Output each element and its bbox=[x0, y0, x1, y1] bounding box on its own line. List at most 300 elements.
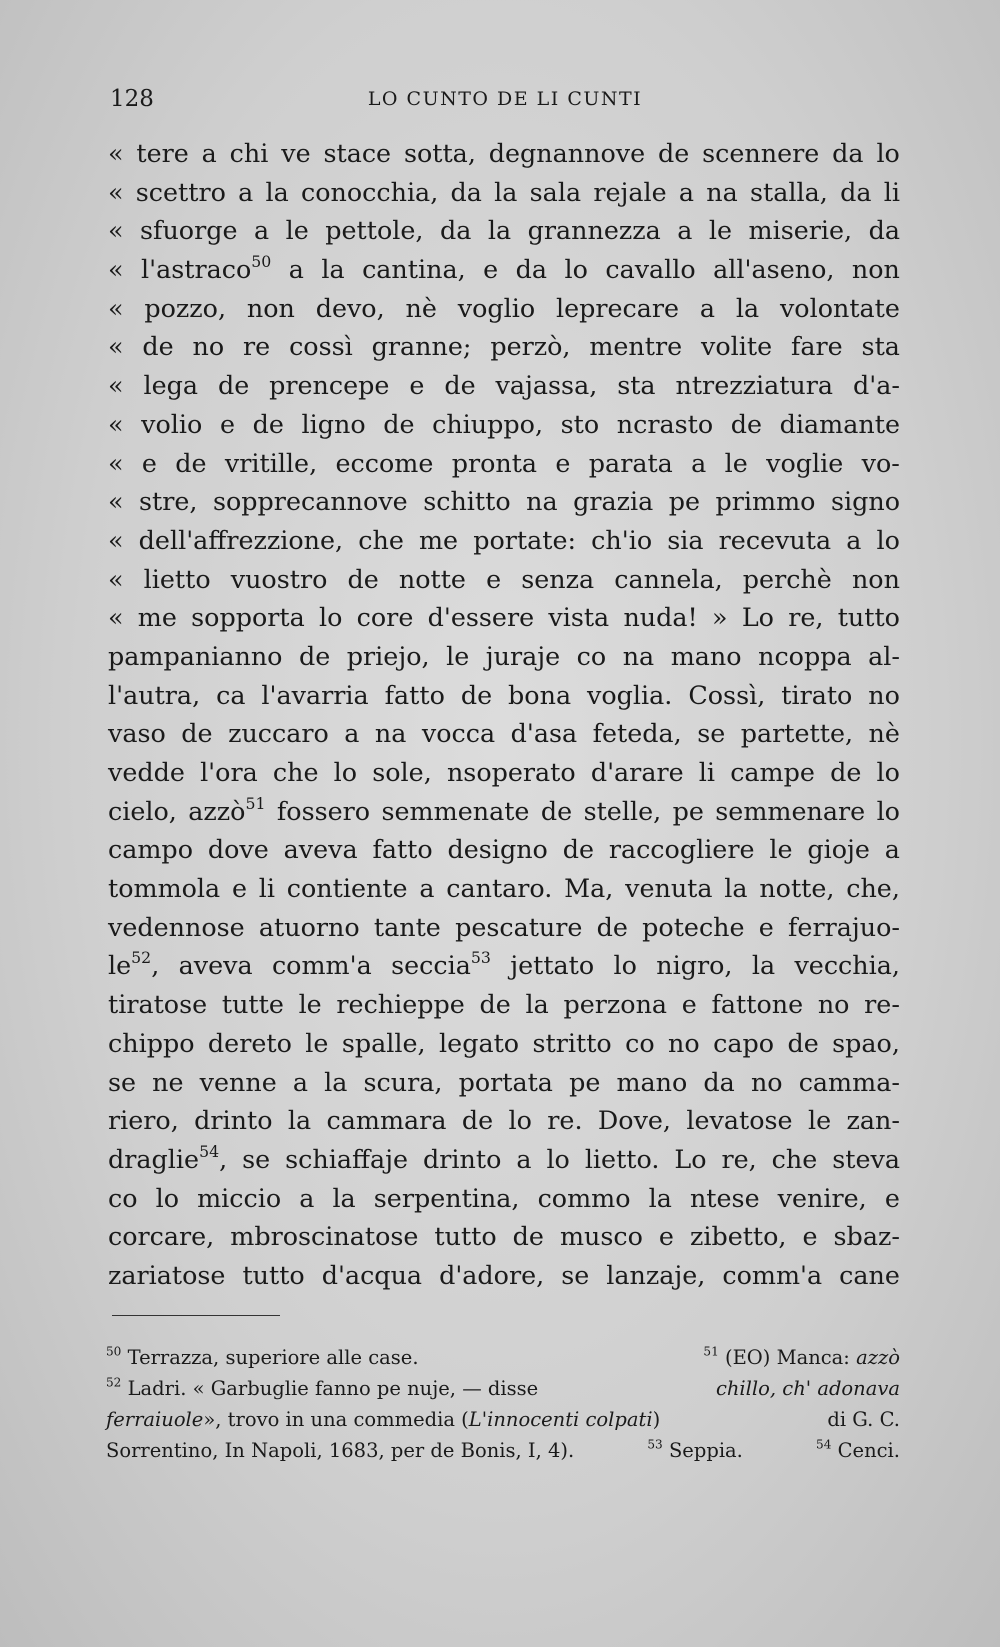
footnote-text: », trovo in una commedia ( bbox=[203, 1408, 469, 1431]
word: notte, bbox=[759, 873, 835, 904]
word: la bbox=[648, 1182, 672, 1213]
word: grannezza bbox=[527, 215, 661, 246]
word: nè bbox=[405, 292, 437, 323]
word: sbaz- bbox=[833, 1221, 900, 1252]
word: la bbox=[525, 989, 549, 1020]
word: la bbox=[287, 1105, 312, 1136]
word: stalla, bbox=[750, 176, 828, 207]
word: l'astraco$^{50}$ bbox=[141, 252, 272, 285]
word: da bbox=[515, 254, 548, 285]
word: jettato bbox=[510, 950, 595, 981]
word: de bbox=[444, 370, 476, 401]
word: diamante bbox=[779, 408, 900, 439]
footnote-number: 54 bbox=[816, 1437, 832, 1452]
word: aveva bbox=[178, 950, 253, 981]
word: lo bbox=[613, 950, 637, 981]
word: rechieppe bbox=[336, 989, 465, 1020]
word: riero, bbox=[108, 1105, 179, 1136]
word: scettro bbox=[135, 176, 226, 207]
text-line bbox=[108, 521, 900, 560]
word: sopporta bbox=[191, 602, 305, 633]
word: pettole, bbox=[325, 215, 424, 246]
footnote-text: Sorrentino, In Napoli, 1683, per de Bonis, I, 4). bbox=[106, 1439, 575, 1462]
word: lo bbox=[876, 757, 900, 787]
text-line bbox=[108, 1217, 900, 1256]
word: da bbox=[450, 176, 482, 207]
word: zibetto, bbox=[689, 1221, 787, 1252]
word: la bbox=[735, 292, 760, 323]
word: a bbox=[846, 524, 862, 555]
word: re bbox=[243, 331, 271, 362]
text-line bbox=[108, 869, 900, 908]
word: voglie bbox=[766, 447, 844, 478]
word: volite bbox=[701, 331, 773, 362]
footnote-italic: azzò bbox=[856, 1346, 900, 1369]
word: voglia. bbox=[587, 679, 673, 710]
word: lietto. bbox=[584, 1143, 660, 1174]
word: co bbox=[576, 640, 607, 671]
word: e bbox=[658, 1221, 674, 1252]
word: e bbox=[884, 1182, 900, 1213]
word: « bbox=[108, 254, 124, 285]
word: fare bbox=[790, 331, 843, 362]
word: « bbox=[108, 447, 124, 478]
word: all'aseno, bbox=[713, 254, 835, 285]
word: lo bbox=[155, 1182, 180, 1213]
footnotes bbox=[106, 1342, 900, 1466]
word: cantaro. bbox=[446, 873, 553, 904]
word: e bbox=[409, 370, 425, 401]
word: $le^{52}$, bbox=[108, 948, 160, 981]
word: chippo bbox=[108, 1027, 195, 1058]
word: re, bbox=[788, 602, 824, 633]
word: la bbox=[494, 176, 518, 207]
word: « bbox=[108, 524, 124, 555]
word: sala bbox=[529, 176, 582, 207]
word: Lo bbox=[674, 1143, 707, 1174]
word: schitto bbox=[423, 486, 511, 517]
word: primmo bbox=[715, 486, 816, 517]
word: pampanianno bbox=[108, 640, 283, 671]
text-line bbox=[108, 405, 900, 444]
word: d'acqua bbox=[321, 1259, 423, 1290]
word: senza bbox=[521, 563, 595, 594]
word: co bbox=[108, 1182, 138, 1213]
word: e bbox=[758, 911, 774, 942]
word: capo bbox=[713, 1027, 775, 1058]
word: sta bbox=[861, 331, 900, 362]
word: stelle, bbox=[583, 795, 662, 826]
word: schiaffaje bbox=[285, 1143, 409, 1174]
word: devo, bbox=[315, 292, 385, 323]
word: de bbox=[252, 408, 284, 439]
word: da bbox=[703, 1066, 735, 1097]
word: tiratose bbox=[108, 989, 208, 1020]
word: e bbox=[802, 1221, 818, 1252]
word: li bbox=[258, 873, 275, 904]
word: tutto bbox=[434, 1221, 497, 1252]
footnote-line bbox=[106, 1342, 900, 1373]
word: eccome bbox=[335, 447, 434, 478]
word: musco bbox=[559, 1221, 643, 1252]
footnote-italic: ferraiuole bbox=[106, 1408, 204, 1431]
word: de bbox=[596, 911, 628, 942]
text-line bbox=[108, 792, 900, 831]
word: la bbox=[265, 176, 289, 207]
word: nigro, bbox=[656, 950, 733, 981]
word: le bbox=[807, 1105, 832, 1136]
word: « bbox=[108, 331, 124, 362]
word: a bbox=[288, 254, 304, 285]
word: steva bbox=[832, 1143, 900, 1174]
word: signo bbox=[830, 486, 900, 517]
word: le bbox=[708, 215, 733, 246]
word: e bbox=[681, 989, 697, 1020]
text-line bbox=[108, 908, 900, 947]
word: la bbox=[724, 873, 748, 904]
word: miserie, bbox=[748, 215, 853, 246]
word: seccia$^{53}$ bbox=[391, 948, 491, 981]
word: ligno bbox=[301, 408, 366, 439]
word: non bbox=[851, 563, 900, 594]
word: sole, bbox=[372, 757, 432, 787]
word: non bbox=[246, 292, 295, 323]
word: da bbox=[832, 138, 864, 168]
word: serpentina, bbox=[373, 1182, 520, 1213]
word: d'a- bbox=[853, 370, 900, 401]
body-text bbox=[108, 134, 900, 1295]
word: de bbox=[217, 370, 250, 401]
word: a bbox=[238, 176, 254, 207]
word: tutto bbox=[837, 602, 900, 633]
text-line bbox=[108, 482, 900, 521]
text-line bbox=[108, 830, 900, 869]
word: grazia bbox=[573, 486, 654, 517]
word: zuccaro bbox=[228, 718, 329, 749]
word: venire, bbox=[777, 1182, 867, 1213]
word: de bbox=[512, 1221, 544, 1252]
word: lanzaje, bbox=[606, 1259, 706, 1290]
word: e bbox=[141, 447, 157, 478]
word: lo bbox=[876, 138, 900, 168]
word: de bbox=[479, 989, 511, 1020]
word: spalle, bbox=[341, 1027, 426, 1058]
word: mano bbox=[670, 640, 742, 671]
word: cammara bbox=[326, 1105, 447, 1136]
word: portate: bbox=[473, 524, 577, 555]
word: lo bbox=[333, 757, 358, 787]
word: a bbox=[254, 215, 270, 246]
word: mano bbox=[616, 1066, 688, 1097]
word: a bbox=[699, 292, 716, 323]
word: prencepe bbox=[269, 370, 390, 401]
word: stace bbox=[323, 138, 392, 168]
word: tommola bbox=[108, 873, 221, 904]
word: l'avarria bbox=[261, 679, 369, 710]
word: lo bbox=[876, 795, 900, 826]
word: na bbox=[706, 176, 738, 207]
word: na bbox=[526, 486, 558, 517]
word: drinto bbox=[194, 1105, 273, 1136]
footnote-ref: 52 bbox=[131, 948, 152, 968]
text-line bbox=[108, 250, 900, 289]
word: de bbox=[658, 138, 690, 168]
word: da bbox=[868, 215, 900, 246]
word: aveva bbox=[283, 834, 358, 865]
word: e bbox=[231, 873, 247, 904]
word: a bbox=[299, 1182, 315, 1213]
word: designo bbox=[447, 834, 548, 865]
word: se bbox=[242, 1143, 271, 1174]
word: lega bbox=[143, 370, 199, 401]
text-line bbox=[108, 211, 900, 250]
word: la bbox=[324, 1066, 348, 1097]
word: a bbox=[344, 718, 360, 749]
text-line bbox=[108, 637, 900, 676]
footnote-text: di G. C. bbox=[827, 1408, 900, 1431]
word: de bbox=[383, 408, 415, 439]
word: vaso bbox=[108, 718, 166, 749]
word: spao, bbox=[832, 1027, 900, 1058]
footnote-text: Cenci. bbox=[837, 1439, 900, 1462]
word: che bbox=[771, 1143, 818, 1174]
footnote-number: 50 bbox=[106, 1344, 122, 1359]
word: « bbox=[108, 408, 124, 439]
word: draglie$^{54}$, bbox=[108, 1141, 228, 1174]
word: raccogliere bbox=[608, 834, 755, 865]
word: al- bbox=[868, 640, 900, 671]
word: vo- bbox=[861, 447, 900, 478]
word: sfuorge bbox=[140, 215, 238, 246]
word: a bbox=[691, 447, 707, 478]
word: tere bbox=[136, 138, 189, 168]
word: leprecare bbox=[555, 292, 680, 323]
text-line bbox=[108, 444, 900, 483]
word: lo bbox=[508, 1105, 532, 1136]
word: corcare, bbox=[108, 1221, 215, 1252]
word: a bbox=[677, 215, 693, 246]
word: lo bbox=[564, 254, 588, 285]
word: « bbox=[108, 370, 124, 401]
text-line bbox=[108, 676, 900, 715]
word: se bbox=[561, 1259, 590, 1290]
word: re. bbox=[547, 1105, 583, 1136]
word: comm'a bbox=[271, 950, 372, 981]
word: la bbox=[487, 215, 512, 246]
word: fatto bbox=[384, 679, 445, 710]
word: chiuppo, bbox=[432, 408, 544, 439]
word: « bbox=[108, 138, 124, 168]
word: conocchia, bbox=[301, 176, 439, 207]
footnote-ref: 53 bbox=[470, 948, 491, 968]
word: Dove, bbox=[597, 1105, 672, 1136]
word: de bbox=[730, 408, 763, 439]
word: « bbox=[108, 563, 124, 594]
word: de bbox=[347, 563, 379, 594]
word: cantina, bbox=[362, 254, 466, 285]
word: tutte bbox=[221, 989, 284, 1020]
word: pe bbox=[668, 486, 701, 517]
word: de bbox=[461, 1105, 494, 1136]
word: ve bbox=[281, 138, 311, 168]
word: no bbox=[750, 1066, 783, 1097]
word: comm'a bbox=[722, 1259, 823, 1290]
word: na bbox=[622, 640, 655, 671]
word: no bbox=[192, 331, 225, 362]
word: voglio bbox=[457, 292, 536, 323]
word: partette, bbox=[740, 718, 854, 749]
footnote-italic: chillo, ch' adonava bbox=[715, 1377, 900, 1400]
word: d'essere bbox=[427, 602, 535, 633]
word: me bbox=[137, 602, 177, 633]
word: e bbox=[483, 254, 499, 285]
word: a bbox=[884, 834, 900, 865]
word: de bbox=[562, 834, 594, 865]
word: a bbox=[516, 1143, 532, 1174]
word: zariatose bbox=[108, 1259, 226, 1290]
word: pe bbox=[569, 1066, 601, 1097]
word: recevuta bbox=[718, 524, 832, 555]
word: « bbox=[108, 602, 124, 633]
word: le bbox=[285, 215, 309, 246]
word: venuta bbox=[625, 873, 713, 904]
word: dove bbox=[207, 834, 269, 865]
word: atuorno bbox=[258, 911, 360, 942]
word: core bbox=[356, 602, 414, 633]
word: le bbox=[446, 640, 470, 671]
word: « bbox=[108, 486, 124, 517]
word: stritto bbox=[532, 1027, 612, 1058]
word: la bbox=[332, 1182, 356, 1213]
word: sopprecannove bbox=[212, 486, 408, 517]
word: de bbox=[540, 795, 573, 826]
word: rejale bbox=[593, 176, 667, 207]
word: vritille, bbox=[224, 447, 318, 478]
word: ntrezziatura bbox=[675, 370, 834, 401]
word: fossero bbox=[276, 795, 371, 826]
word: tante bbox=[373, 911, 441, 942]
word: notte bbox=[398, 563, 466, 594]
word: vocca bbox=[421, 718, 496, 749]
word: a bbox=[678, 176, 695, 207]
word: portata bbox=[458, 1066, 553, 1097]
text-line bbox=[108, 714, 900, 753]
word: che bbox=[358, 524, 404, 555]
word: na bbox=[374, 718, 407, 749]
word: d'adore, bbox=[439, 1259, 545, 1290]
word: co bbox=[625, 1027, 655, 1058]
page-header bbox=[110, 86, 900, 122]
word: » bbox=[712, 602, 728, 633]
word: azzò$^{51}$ bbox=[188, 793, 266, 826]
word: l'autra, bbox=[108, 679, 201, 710]
word: dell'affrezzione, bbox=[138, 524, 344, 555]
word: Lo bbox=[741, 602, 774, 633]
word: scura, bbox=[363, 1066, 443, 1097]
word: lo bbox=[319, 602, 343, 633]
word: la bbox=[751, 950, 776, 981]
word: poteche bbox=[642, 911, 745, 942]
word: ca bbox=[216, 679, 246, 710]
footnote-number: 51 bbox=[703, 1344, 719, 1359]
word: pe bbox=[672, 795, 704, 826]
word: che, bbox=[846, 873, 900, 904]
word: d'arare bbox=[590, 757, 684, 787]
word: legato bbox=[439, 1027, 520, 1058]
footnote-line bbox=[106, 1435, 900, 1466]
word: me bbox=[418, 524, 459, 555]
word: campo bbox=[108, 834, 193, 865]
word: da bbox=[840, 176, 872, 207]
footnote-ref: 51 bbox=[245, 793, 266, 813]
word: lietto bbox=[143, 563, 211, 594]
word: tirato bbox=[781, 679, 853, 710]
text-line bbox=[108, 598, 900, 637]
word: commo bbox=[537, 1182, 631, 1213]
word: lo bbox=[876, 524, 900, 555]
text-line bbox=[108, 173, 900, 212]
word: de bbox=[175, 447, 207, 478]
word: Cossì, bbox=[688, 679, 766, 710]
word: fatto bbox=[372, 834, 433, 865]
word: pescature bbox=[455, 911, 583, 942]
text-line bbox=[108, 366, 900, 405]
word: perzona bbox=[563, 989, 668, 1020]
word: nuda! bbox=[623, 602, 698, 633]
word: vuostro bbox=[230, 563, 328, 594]
word: priejo, bbox=[346, 640, 430, 671]
word: mentre bbox=[589, 331, 683, 362]
word: vedennose bbox=[108, 911, 245, 942]
word: re- bbox=[864, 989, 900, 1020]
word: da bbox=[439, 215, 472, 246]
word: campe bbox=[730, 757, 815, 787]
word: sta bbox=[617, 370, 656, 401]
text-line bbox=[108, 1140, 900, 1179]
word: granne; bbox=[371, 331, 472, 362]
word: sotta, bbox=[403, 138, 476, 168]
word: scennere bbox=[702, 138, 820, 168]
word: sto bbox=[560, 408, 600, 439]
word: cielo, bbox=[108, 795, 177, 826]
word: Ma, bbox=[564, 873, 614, 904]
word: la bbox=[321, 254, 345, 285]
word: feteda, bbox=[592, 718, 682, 749]
word: stre, bbox=[139, 486, 198, 517]
word: ncrasto bbox=[616, 408, 714, 439]
text-line bbox=[108, 1179, 900, 1218]
word: nè bbox=[868, 718, 900, 749]
word: tutto bbox=[242, 1259, 305, 1290]
footnote-text: (EO) Manca: bbox=[724, 1346, 850, 1369]
word: no bbox=[868, 679, 900, 710]
footnote-italic: L'innocenti colpati bbox=[468, 1408, 653, 1431]
word: semmenare bbox=[715, 795, 866, 826]
word: e bbox=[219, 408, 235, 439]
footnote-rule bbox=[112, 1315, 280, 1316]
word: che bbox=[272, 757, 319, 787]
word: vista bbox=[548, 602, 610, 633]
page-number: 128 bbox=[110, 86, 154, 112]
word: drinto bbox=[423, 1143, 502, 1174]
word: ncoppa bbox=[758, 640, 852, 671]
text-line bbox=[108, 289, 900, 328]
word: bona bbox=[508, 679, 572, 710]
text-line bbox=[108, 753, 900, 792]
text-line bbox=[108, 985, 900, 1024]
word: chi bbox=[229, 138, 269, 168]
word: « bbox=[108, 176, 124, 207]
